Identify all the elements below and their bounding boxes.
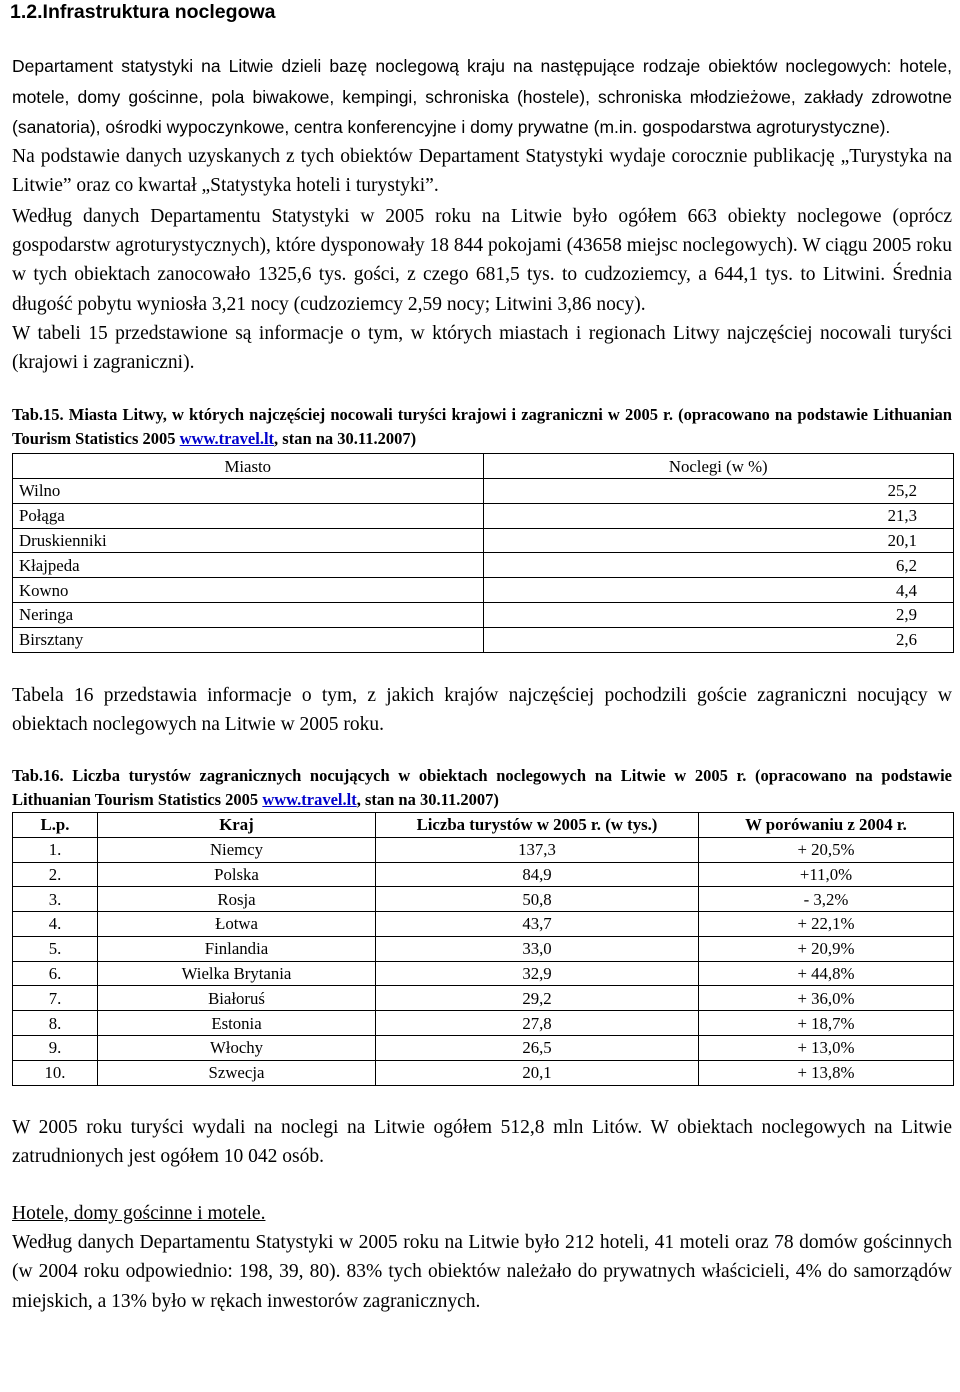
- table16-row: [13, 1060, 954, 1085]
- table16-cell-tourists: 43,7: [376, 912, 699, 937]
- table15-cell-city: Druskienniki: [13, 528, 484, 553]
- table15-row: [13, 528, 954, 553]
- table16-cell-tourists: 29,2: [376, 986, 699, 1011]
- table16-cell-number: 9.: [13, 1036, 98, 1061]
- table15-cell-city: Kowno: [13, 578, 484, 603]
- table16-cell-change: + 13,0%: [699, 1036, 954, 1061]
- table16-cell-tourists: 27,8: [376, 1011, 699, 1036]
- table15-cell-city: Kłajpeda: [13, 553, 484, 578]
- table16-row: [13, 912, 954, 937]
- table16-cell-number: 5.: [13, 936, 98, 961]
- document-page: [12, 0, 952, 1316]
- table15-header-row: [13, 454, 954, 479]
- table15-header-nights: Noclegi (w %): [483, 454, 954, 479]
- table16-row: [13, 887, 954, 912]
- table15-cell-nights: 4,4: [483, 578, 954, 603]
- table16-caption-text: Tab.16. Liczba turystów zagranicznych nocujących w obiektach noclegowych na Litwie w 2005 r. (opracowano na podstawie Lithuanian Tourism Statistics 2005: [12, 765, 952, 809]
- table16-row: [13, 862, 954, 887]
- table15-row: [13, 602, 954, 627]
- paragraph-publications: Na podstawie danych uzyskanych z tych obiektów Departament Statystyki wydaje corocznie publikację „Turystyka na Litwie” oraz co kwartał „Statystyka hoteli i turystyki”.: [12, 145, 952, 196]
- table15-cell-nights: 6,2: [483, 553, 954, 578]
- table16-cell-change: + 13,8%: [699, 1060, 954, 1085]
- table15-source-link[interactable]: www.travel.lt: [179, 429, 275, 449]
- paragraph-intro: Departament statystyki na Litwie dzieli bazę noclegową kraju na następujące rodzaje obiektów noclegowych: hotele, motele, domy gościnne, pola biwakowe, kempingi, schroniska (hostele), schroniska młodzieżowe, zakłady zdrowotne (sanatoria), ośrodki wypoczynkowe, centra konferencyjne i domy prywatne (m.in. gospodarstwa agroturystyczne).: [12, 56, 952, 137]
- table16-cell-change: + 22,1%: [699, 912, 954, 937]
- table16-cell-number: 3.: [13, 887, 98, 912]
- table16-row: [13, 837, 954, 862]
- table15-cell-nights: 21,3: [483, 503, 954, 528]
- table16-cell-change: + 20,5%: [699, 837, 954, 862]
- table16-cell-tourists: 50,8: [376, 887, 699, 912]
- table16-cell-change: + 44,8%: [699, 961, 954, 986]
- subheading-hotels: Hotele, domy gościnne i motele.: [12, 1203, 266, 1225]
- table16-cell-country: Finlandia: [98, 936, 376, 961]
- table16-cell-country: Rosja: [98, 887, 376, 912]
- table16-cell-country: Wielka Brytania: [98, 961, 376, 986]
- table15-row: [13, 627, 954, 652]
- table15-header-city: Miasto: [13, 454, 484, 479]
- table15-cities: [12, 453, 954, 652]
- table16-cell-change: + 20,9%: [699, 936, 954, 961]
- table15-cell-city: Wilno: [13, 478, 484, 503]
- table15-caption-text: Tab.15. Miasta Litwy, w których najczęściej nocowali turyści krajowi i zagraniczni w 2005 r. (opracowano na podstawie Lithuanian Tourism Statistics 2005: [12, 405, 952, 449]
- table16-cell-number: 7.: [13, 986, 98, 1011]
- table15-cell-city: Birsztany: [13, 627, 484, 652]
- table15-row: [13, 553, 954, 578]
- table16-cell-tourists: 137,3: [376, 837, 699, 862]
- table16-cell-country: Szwecja: [98, 1060, 376, 1085]
- table15-cell-nights: 2,6: [483, 627, 954, 652]
- paragraph-spending: W 2005 roku turyści wydali na noclegi na Litwie ogółem 512,8 mln Litów. W obiektach noclegowych na Litwie zatrudnionych jest ogółem 10 042 osób.: [12, 1116, 952, 1167]
- table16-row: [13, 1011, 954, 1036]
- table16-cell-tourists: 33,0: [376, 936, 699, 961]
- table16-source-link[interactable]: www.travel.lt: [262, 789, 357, 809]
- paragraph-statistics: Według danych Departamentu Statystyki w 2005 roku na Litwie było ogółem 663 obiekty noclegowe (oprócz gospodarstw agroturystycznych), które dysponowały 18 844 pokojami (43658 miejsc noclegowych). W ciągu 2005 roku w tych obiektach zanocowało 1325,6 tys. gości, z czego 681,5 tys. to cudzoziemcy, a 644,1 tys. to Litwini. Średnia długość pobytu wyniosła 3,21 nocy (cudzoziemcy 2,59 nocy; Litwini 3,86 nocy).: [12, 205, 952, 315]
- table15-cell-nights: 2,9: [483, 602, 954, 627]
- paragraph-hotels: Według danych Departamentu Statystyki w 2005 roku na Litwie było 212 hoteli, 41 moteli oraz 78 domów gościnnych (w 2004 roku odpowiednio: 198, 39, 80). 83% tych obiektów należało do prywatnych właścicieli, 4% do samorządów miejskich, a 13% było w rękach inwestorów zagranicznych.: [12, 1232, 952, 1312]
- table16-caption-date: , stan na 30.11.2007): [356, 789, 499, 809]
- table15-row: [13, 478, 954, 503]
- table16-cell-country: Polska: [98, 862, 376, 887]
- table16-body: [13, 837, 954, 1085]
- table15-row: [13, 503, 954, 528]
- table16-header-row: [13, 812, 954, 837]
- table16-cell-change: + 18,7%: [699, 1011, 954, 1036]
- table16-cell-change: - 3,2%: [699, 887, 954, 912]
- table16-row: [13, 1036, 954, 1061]
- table15-body: [13, 478, 954, 652]
- table16-header-change: W porówaniu z 2004 r.: [699, 812, 954, 837]
- table16-cell-number: 4.: [13, 912, 98, 937]
- table16-countries: [12, 812, 954, 1086]
- table16-header-country: Kraj: [98, 812, 376, 837]
- table16-cell-country: Niemcy: [98, 837, 376, 862]
- table15-caption: [12, 403, 952, 451]
- table16-cell-number: 10.: [13, 1060, 98, 1085]
- table15-cell-nights: 20,1: [483, 528, 954, 553]
- table16-cell-number: 1.: [13, 837, 98, 862]
- paragraph-table15-intro: W tabeli 15 przedstawione są informacje o tym, w których miastach i regionach Litwy najczęściej nocowali turyści (krajowi i zagraniczni).: [12, 322, 952, 373]
- table16-cell-tourists: 84,9: [376, 862, 699, 887]
- table15-caption-date: , stan na 30.11.2007): [274, 429, 417, 449]
- section-title: 1.2.Infrastruktura noclegowa: [10, 1, 276, 23]
- table16-cell-number: 6.: [13, 961, 98, 986]
- table16-cell-change: + 36,0%: [699, 986, 954, 1011]
- paragraph-table16-intro: Tabela 16 przedstawia informacje o tym, z jakich krajów najczęściej pochodzili goście zagraniczni nocujący w obiektach noclegowych na Litwie w 2005 roku.: [12, 684, 952, 735]
- table16-header-tourists: Liczba turystów w 2005 r. (w tys.): [376, 812, 699, 837]
- table15-cell-nights: 25,2: [483, 478, 954, 503]
- table15-row: [13, 578, 954, 603]
- table16-row: [13, 936, 954, 961]
- table16-header-number: L.p.: [13, 812, 98, 837]
- table16-row: [13, 986, 954, 1011]
- table16-cell-change: +11,0%: [699, 862, 954, 887]
- table16-cell-tourists: 26,5: [376, 1036, 699, 1061]
- table16-caption: [12, 764, 952, 812]
- table16-row: [13, 961, 954, 986]
- table16-cell-number: 8.: [13, 1011, 98, 1036]
- table15-cell-city: Neringa: [13, 602, 484, 627]
- table16-cell-tourists: 20,1: [376, 1060, 699, 1085]
- table16-cell-country: Białoruś: [98, 986, 376, 1011]
- table16-cell-country: Łotwa: [98, 912, 376, 937]
- table16-cell-tourists: 32,9: [376, 961, 699, 986]
- table15-cell-city: Połąga: [13, 503, 484, 528]
- table16-cell-number: 2.: [13, 862, 98, 887]
- table16-cell-country: Estonia: [98, 1011, 376, 1036]
- table16-cell-country: Włochy: [98, 1036, 376, 1061]
